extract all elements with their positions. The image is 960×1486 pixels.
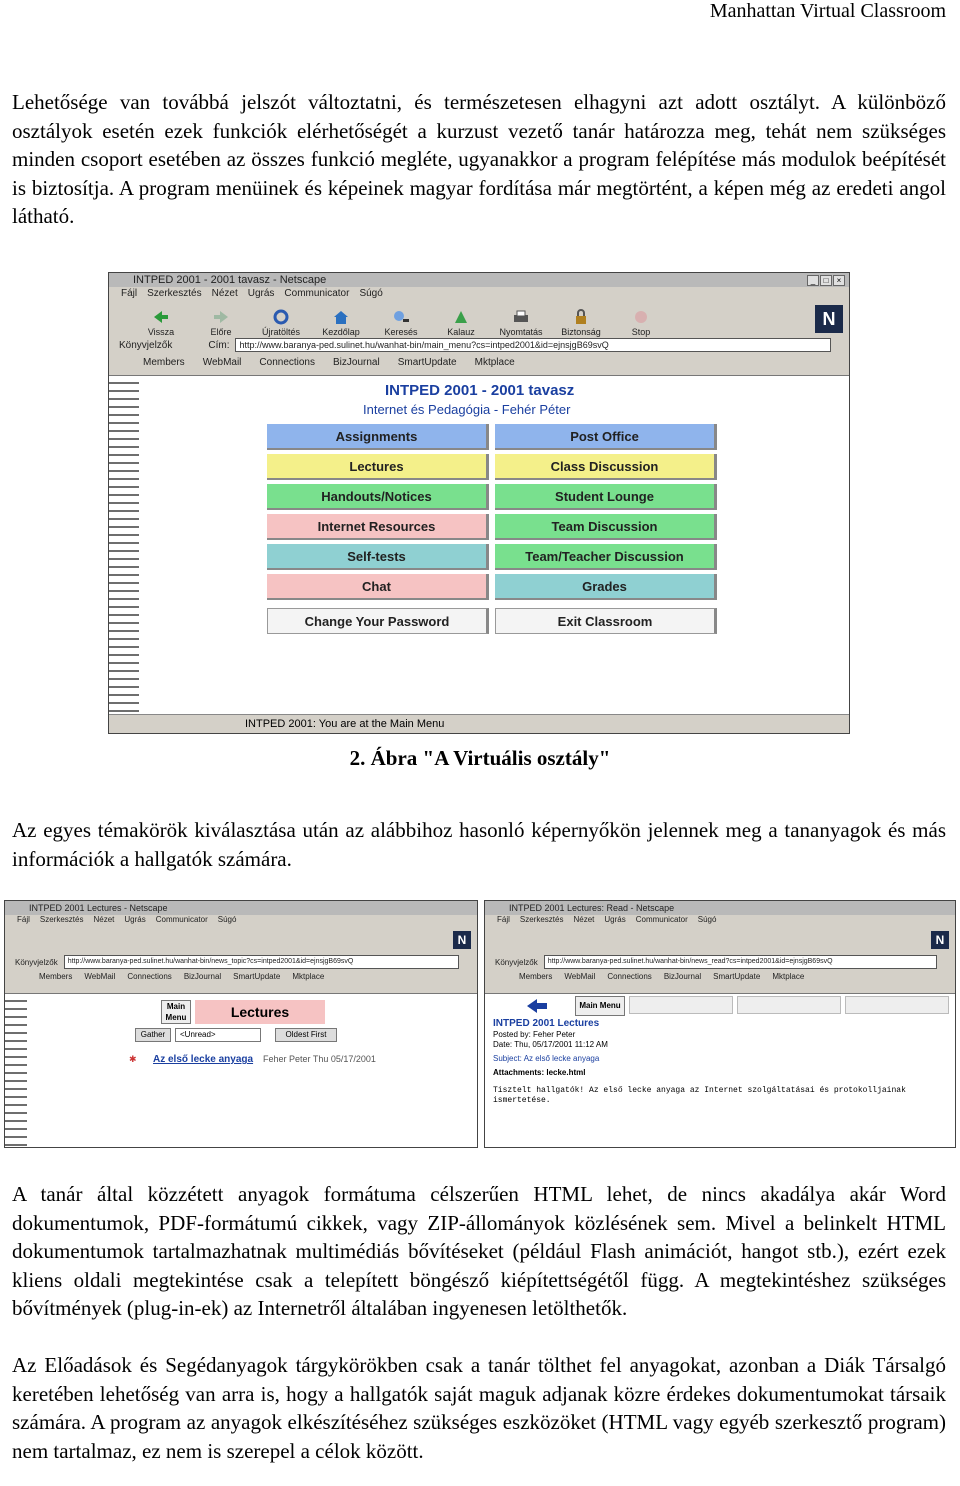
link-members[interactable]: Members [39,971,73,981]
link-members[interactable]: Members [519,971,553,981]
lecture-link[interactable]: Az első lecke anyaga [153,1054,254,1065]
main-menu-screenshot [108,272,850,734]
figure-caption: 2. Ábra "A Virtuális osztály" [349,746,611,770]
netscape-logo-icon: N [931,931,949,949]
lecture-read-screenshot [484,900,956,1148]
link-webmail[interactable]: WebMail [84,971,116,981]
link-bizjournal[interactable]: BizJournal [183,971,222,981]
main-menu-button[interactable]: Main Menu [161,1000,191,1024]
location-bar [109,337,849,353]
link-bizjournal[interactable]: BizJournal [333,356,380,368]
status-bar [109,714,849,733]
bookmarks-button[interactable]: Könyvjelzők [15,957,58,967]
classroom-subtitle: Internet és Pedagógia - Fehér Péter [363,402,571,417]
menu-bar [5,915,477,925]
link-connections[interactable]: Connections [607,971,652,981]
post-author: Posted by: Feher Peter [493,1030,576,1039]
menu-bar [109,287,849,301]
menu-edit[interactable]: Szerkesztés [39,915,84,924]
self-tests-button[interactable]: Self-tests [267,544,489,570]
stop-button[interactable]: Stop [621,309,661,337]
post-date: Date: Thu, 05/17/2001 11:12 AM [493,1040,608,1049]
menu-go[interactable]: Ugrás [604,915,626,924]
netscape-logo-icon: N [453,931,471,949]
link-bizjournal[interactable]: BizJournal [663,971,702,981]
nav-toolbar [109,301,849,337]
classroom-title: INTPED 2001 - 2001 tavasz [385,382,575,399]
print-button[interactable]: Nyomtatás [501,309,541,337]
back-arrow-icon[interactable] [525,998,549,1014]
team-teacher-discussion-button[interactable]: Team/Teacher Discussion [495,544,717,570]
bullet-icon: ✱ [129,1054,137,1064]
page-content [5,993,477,1148]
nav-toolbar [5,925,477,955]
page-header: Manhattan Virtual Classroom [709,0,946,22]
forward-arrow-icon [212,309,230,325]
post-attachments[interactable]: Attachments: lecke.html [493,1068,586,1077]
personal-toolbar [485,969,955,983]
post-office-button[interactable]: Post Office [495,424,717,450]
menu-file[interactable]: Fájl [497,915,510,924]
paragraph-topics: Az egyes témakörök kiválasztása után az alábbihoz hasonló képernyőkön jelennek meg a tananyagok és más információk a hallgatók számára. [12,818,946,871]
menu-view[interactable]: Nézet [211,288,238,299]
gather-button[interactable]: Gather [135,1028,171,1042]
link-mktplace[interactable]: Mktplace [772,971,805,981]
link-webmail[interactable]: WebMail [202,356,242,368]
link-members[interactable]: Members [143,356,185,368]
maximize-icon[interactable]: □ [820,275,832,286]
disabled-tabs [629,996,949,1014]
main-menu-button[interactable]: Main Menu [575,996,625,1016]
menu-edit[interactable]: Szerkesztés [147,288,202,299]
internet-resources-button[interactable]: Internet Resources [267,514,489,540]
print-icon [512,309,530,325]
menu-go[interactable]: Ugrás [124,915,146,924]
location-label: Cím: [208,339,230,351]
security-button[interactable]: Biztonság [561,309,601,337]
menu-file[interactable]: Fájl [121,288,138,299]
class-discussion-button[interactable]: Class Discussion [495,454,717,480]
forward-button[interactable]: Előre [201,309,241,337]
search-button[interactable]: Keresés [381,309,421,337]
close-icon[interactable]: × [833,275,845,286]
bookmarks-button[interactable]: Könyvjelzők [119,339,173,351]
paragraph-uploads: Az Előadások és Segédanyagok tárgykörökben csak a tanár tölthet fel anyagokat, azonban a Diák Társalgó keretében lehetőség van arra is, hogy a hallgatók saját maguk adjanak közre érdekes dokumentumokat társaik számára. A program az anyagok elkészítéséhez szükséges eszközöket (HTML vagy egyéb szerkesztő program) nem tartalmaz, ez nem is szerepel a célok között. [12,1353,946,1463]
netscape-logo-icon: N [815,305,843,333]
menu-communicator[interactable]: Communicator [635,915,688,924]
link-smartupdate[interactable]: SmartUpdate [397,356,457,368]
window-title: INTPED 2001 Lectures: Read - Netscape [485,901,955,915]
lecture-meta: Feher Peter Thu 05/17/2001 [263,1054,376,1064]
menu-help[interactable]: Súgó [217,915,237,924]
grades-button[interactable]: Grades [495,574,717,600]
exit-classroom-button[interactable]: Exit Classroom [495,608,717,634]
link-smartupdate[interactable]: SmartUpdate [233,971,281,981]
change-password-button[interactable]: Change Your Password [267,608,489,634]
minimize-icon[interactable]: _ [807,275,819,286]
handouts-button[interactable]: Handouts/Notices [267,484,489,510]
location-input[interactable]: http://www.baranya-ped.sulinet.hu/wanhat-bin/news_topic?cs=intped2001&id=ejnsjgB69svQ [64,955,459,969]
menu-help[interactable]: Súgó [359,288,383,299]
notebook-spiral [109,376,139,716]
link-mktplace[interactable]: Mktplace [292,971,325,981]
chat-button[interactable]: Chat [267,574,489,600]
tab-placeholder [845,996,949,1014]
post-heading: INTPED 2001 Lectures [493,1018,600,1029]
reload-button[interactable]: Újratöltés [261,309,301,337]
page-content [109,375,849,716]
menu-view[interactable]: Nézet [93,915,115,924]
assignments-button[interactable]: Assignments [267,424,489,450]
link-webmail[interactable]: WebMail [564,971,596,981]
guide-icon [452,309,470,325]
lectures-list-screenshot [4,900,478,1148]
guide-button[interactable]: Kalauz [441,309,481,337]
link-connections[interactable]: Connections [127,971,172,981]
personal-toolbar [109,353,849,371]
window-title: INTPED 2001 - 2001 tavasz - Netscape [109,273,849,287]
paragraph-formats: A tanár által közzétett anyagok formátuma célszerűen HTML lehet, de nincs akadálya akár Word dokumentumok, PDF-formátumú cikkek, vagy ZIP-állományok közlésének sem. Mivel a belinkelt HTML dokumentumok tartalmazhatnak multimédiás bővítéseket (például Flash animációt, hangot stb.), ezért ezek kliens oldali megtekintése csak a telepített böngésző kiépítettségétől függ. A megtekintéshez szükséges bővítmények (plug-in-ek) az Internetről általában ingyenesen letölthetők. [12,1182,946,1321]
personal-toolbar [5,969,477,983]
location-bar [5,955,477,969]
link-mktplace[interactable]: Mktplace [474,356,515,368]
tab-placeholder [629,996,733,1014]
window-title: INTPED 2001 Lectures - Netscape [5,901,477,915]
tab-placeholder [737,996,841,1014]
menu-view[interactable]: Nézet [573,915,595,924]
location-input[interactable]: http://www.baranya-ped.sulinet.hu/wanhat-bin/main_menu?cs=intped2001&id=ejnsjgB69svQ [235,338,831,352]
post-body: Tisztelt hallgatók! Az első lecke anyaga az Internet szolgáltatásai és protokolljainak ismertetése. [493,1086,906,1105]
menu-help[interactable]: Súgó [697,915,717,924]
window-controls[interactable] [807,275,845,286]
student-lounge-button[interactable]: Student Lounge [495,484,717,510]
home-button[interactable]: Kezdőlap [321,309,361,337]
menu-edit[interactable]: Szerkesztés [519,915,564,924]
menu-go[interactable]: Ugrás [247,288,275,299]
lectures-button[interactable]: Lectures [267,454,489,480]
location-input[interactable]: http://www.baranya-ped.sulinet.hu/wanhat-bin/news_read?cs=intped2001&id=ejnsjgB69svQ [544,955,937,969]
post-subject: Subject: Az első lecke anyaga [493,1054,600,1063]
nav-toolbar [485,925,955,955]
notebook-spiral [5,994,27,1148]
link-smartupdate[interactable]: SmartUpdate [713,971,761,981]
stop-icon [632,309,650,325]
menu-bar [485,915,955,925]
reload-icon [272,309,290,325]
back-arrow-icon [152,309,170,325]
lock-icon [572,309,590,325]
home-icon [332,309,350,325]
status-text: INTPED 2001: You are at the Main Menu [245,718,445,730]
menu-communicator[interactable]: Communicator [284,288,350,299]
bookmarks-button[interactable]: Könyvjelzők [495,957,538,967]
filter-select[interactable]: <Unread> [175,1028,261,1042]
menu-file[interactable]: Fájl [17,915,30,924]
team-discussion-button[interactable]: Team Discussion [495,514,717,540]
page-content [485,993,955,1148]
back-button[interactable]: Vissza [141,309,181,337]
paragraph-intro: Lehetősége van továbbá jelszót változtatni, és természetesen elhagyni azt adott osztályt. A különböző osztályok esetén ezek funkciók elérhetőségét a kurzust vezető tanár határozza meg, tehát nem szükséges minden csoport esetében az összes funkció megléte, ugyanakkor a program felépítése más modulok beépítését is biztosítja. A program menüinek és képeinek magyar fordítása már megtörtént, a képen még az eredeti angol látható. [12,90,946,229]
oldest-first-button[interactable]: Oldest First [275,1028,337,1042]
menu-communicator[interactable]: Communicator [155,915,208,924]
location-bar [485,955,955,969]
link-connections[interactable]: Connections [259,356,315,368]
search-icon [392,309,410,325]
section-title: Lectures [195,1000,325,1024]
